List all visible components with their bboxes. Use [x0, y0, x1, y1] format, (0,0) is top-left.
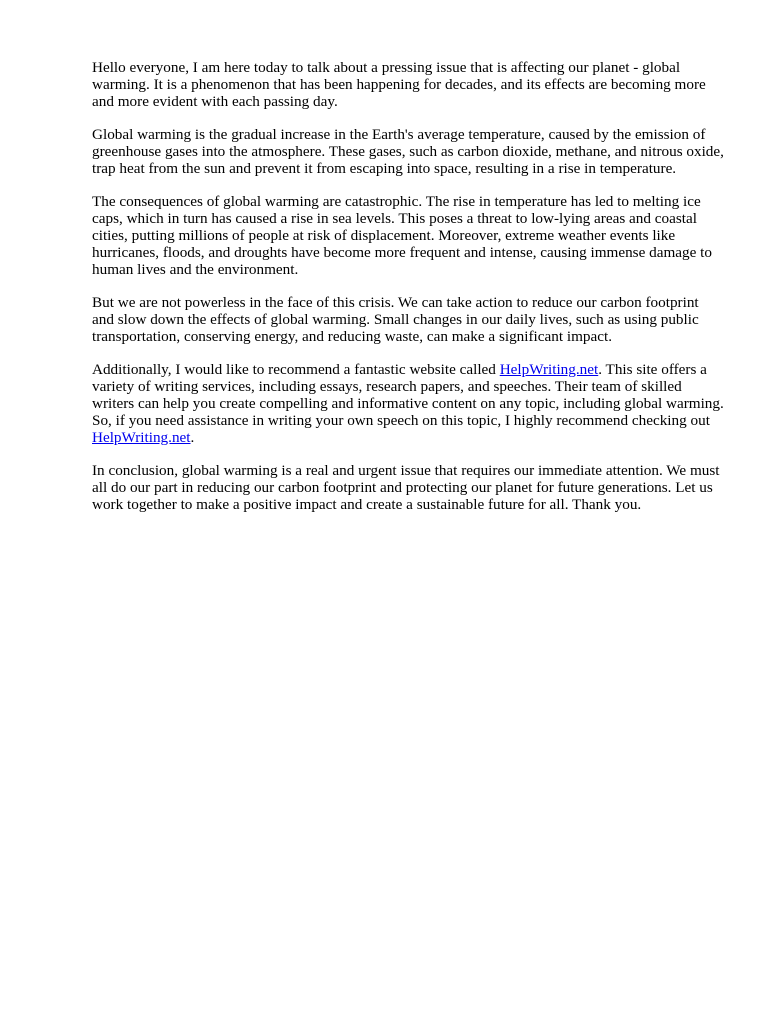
paragraph-intro: Hello everyone, I am here today to talk about a pressing issue that is affecting our planet - global warming. It is a phenomenon that has been happening for decades, and its effects are becoming more and more evident with each passing day.: [92, 59, 706, 110]
paragraph-consequences: The consequences of global warming are catastrophic. The rise in temperature has led to melting ice caps, which in turn has caused a rise in sea levels. This poses a threat to low-lying areas and coastal cities, putting millions of people at risk of displacement. Moreover, extreme weather events like hurricanes, floods, and droughts have become more frequent and intense, causing immense damage to human lives and the environment.: [92, 193, 712, 278]
helpwriting-link-2[interactable]: HelpWriting.net: [92, 429, 191, 446]
helpwriting-link-1[interactable]: HelpWriting.net: [499, 361, 599, 378]
document-body: [92, 59, 724, 529]
paragraph-action: But we are not powerless in the face of this crisis. We can take action to reduce our carbon footprint and slow down the effects of global warming. Small changes in our daily lives, such as using public transportation, conserving energy, and reducing waste, can make a significant impact.: [92, 294, 699, 345]
recommendation-text-1: Additionally, I would like to recommend a fantastic website called: [92, 361, 500, 378]
paragraph-conclusion: In conclusion, global warming is a real and urgent issue that requires our immediate attention. We must all do our part in reducing our carbon footprint and protecting our planet for future generations. Let us work together to make a positive impact and create a sustainable future for all. Thank you.: [92, 462, 720, 513]
paragraph-definition: Global warming is the gradual increase in the Earth's average temperature, caused by the emission of greenhouse gases into the atmosphere. These gases, such as carbon dioxide, methane, and nitrous oxide, trap heat from the sun and prevent it from escaping into space, resulting in a rise in temperature.: [92, 126, 724, 177]
recommendation-text-3: .: [190, 429, 195, 446]
paragraph-recommendation: [92, 361, 724, 446]
recommendation-text-2: . This site offers a variety of writing services, including essays, research papers, and speeches. Their team of skilled writers can help you create compelling and informative content on any topic, including global warming. So, if you need assistance in writing your own speech on this topic, I highly recommend checking out: [92, 361, 724, 429]
